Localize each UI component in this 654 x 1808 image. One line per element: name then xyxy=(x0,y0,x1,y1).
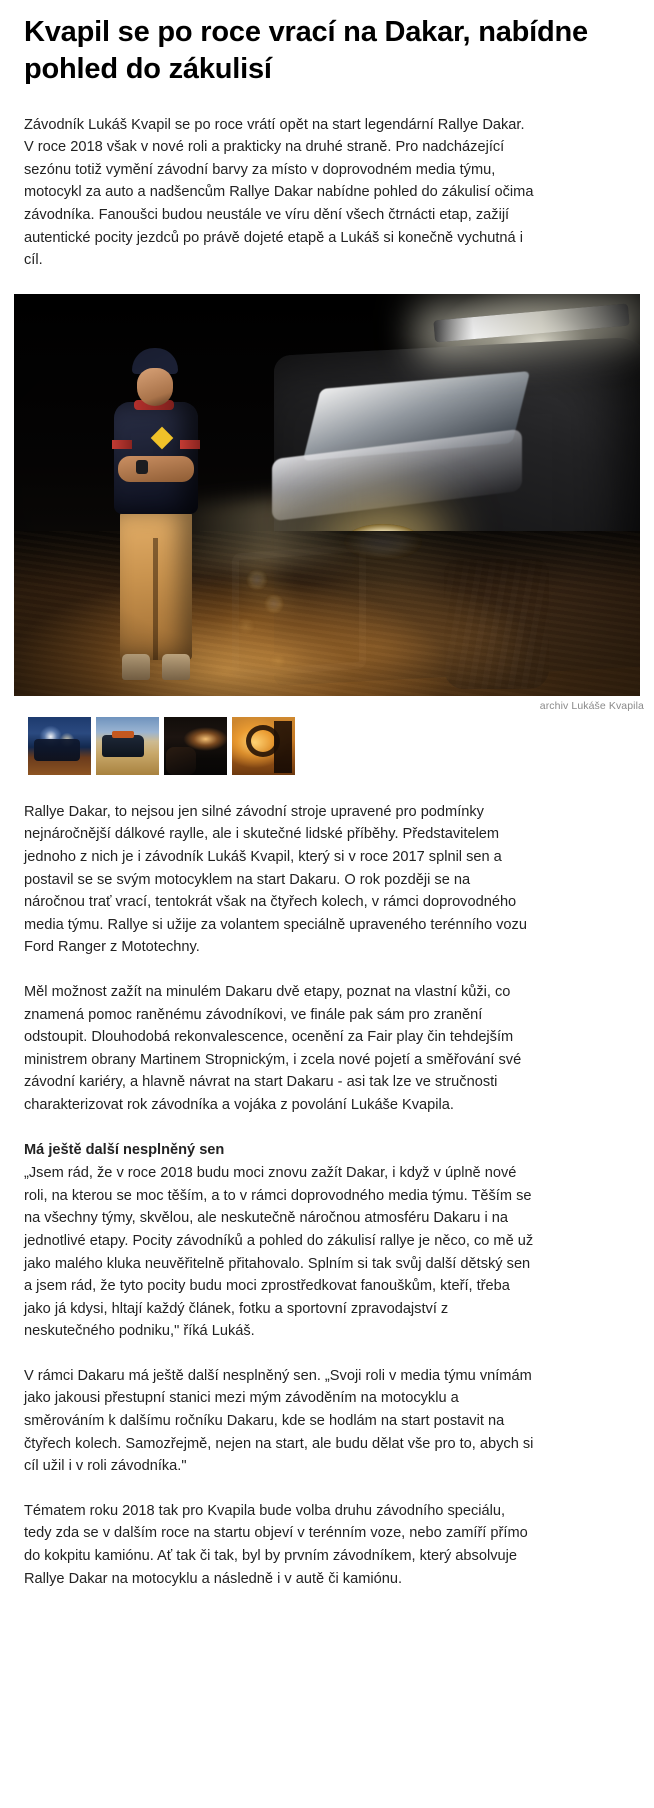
thumbnail-4-image xyxy=(232,717,295,775)
thumbnail-3[interactable] xyxy=(164,717,227,775)
thumbnail-1[interactable] xyxy=(28,717,91,775)
article-paragraph-5: Tématem roku 2018 tak pro Kvapila bude volba druhu závodního speciálu, tedy zda se v dalším roce na startu objeví v terénním voze, nebo zamíří přímo do kokpitu kamiónu. Ať tak či tak, byl by prvním závodníkem, který absolvuje Rallye Dakar na motocyklu a následně i v autě či kamiónu. xyxy=(24,1502,528,1587)
page-title: Kvapil se po roce vrací na Dakar, nabídne pohled do zákulisí xyxy=(24,16,588,85)
article-body xyxy=(0,801,654,1590)
article-intro: Závodník Lukáš Kvapil se po roce vrátí opět na start legendární Rallye Dakar. V roce 2018 však v nové roli a prakticky na druhé straně. Pro nadcházející sezónu totiž vymění závodní barvy za místo v doprovodném media týmu, motocykl za auto a nadšencům Rallye Dakar nabídne pohled do zákulisí očima závodníka. Fanoušci budou neustále ve víru dění všech čtrnácti etap, zažijí autentické pocity jezdců po právě dojeté etapě a Lukáš si konečně vychutná i cíl. xyxy=(24,116,534,269)
thumbnail-1-image xyxy=(28,717,91,775)
thumbnail-3-image xyxy=(164,717,227,775)
article-paragraph-3: „Jsem rád, že v roce 2018 budu moci znovu zažít Dakar, i když v úplně nové roli, na kterou se moc těším, a to v rámci doprovodného media týmu. Těším se na všechny týmy, skvělou, ale neskutečně náročnou atmosféru Dakaru i na jednotlivé etapy. Pocity závodníků a pohled do zákulisí rallye je něco, co mě už jako malého kluka neuvěřitelně přitahovalo. Splním si tak svůj další dětský sen a jsem rád, že tyto pocity budu moci zprostředkovat fanouškům, kteří, třeba jako já kdysi, hltají každý článek, fotku a sportovní zpravodajství z neskutečného podniku," říká Lukáš. xyxy=(24,1165,534,1340)
thumbnail-gallery xyxy=(0,712,654,775)
thumbnail-4[interactable] xyxy=(232,717,295,775)
hero-photo[interactable] xyxy=(14,294,640,696)
article-paragraph-1: Rallye Dakar, to nejsou jen silné závodní stroje upravené pro podmínky nejnáročnější dálkové raylle, ale i skutečné lidské příběhy. Představitelem jednoho z nich je i závodník Lukáš Kvapil, který si v roce 2017 splnil sen a postavil se se svým motocyklem na start Dakaru. O rok později se na náročnou trať vrací, tentokrát však na čtyřech kolech, v rámci doprovodného media týmu. Rallye si užije za volantem speciálně upraveného terénního vozu Ford Ranger z Mototechny. xyxy=(24,803,527,956)
hero-figure xyxy=(0,294,654,712)
thumbnail-2-image xyxy=(96,717,159,775)
article-paragraph-2: Měl možnost zažít na minulém Dakaru dvě etapy, poznat na vlastní kůži, co znamená pomoc raněnému závodníkovi, ve finále pak sám pro zranění odstoupit. Dlouhodobá rekonvalescence, ocenění za Fair play čin tehdejším ministrem obrany Martinem Stropnickým, i zcela nové pojetí a směřování své závodní kariéry, a hlavně návrat na start Dakaru - asi tak lze ve stručnosti charakterizovat rok závodníka a vojáka z povolání Lukáše Kvapila. xyxy=(24,983,522,1113)
photo-vignette xyxy=(14,294,640,696)
thumbnail-2[interactable] xyxy=(96,717,159,775)
photo-credit: archiv Lukáše Kvapila xyxy=(539,699,644,712)
article-subheading: Má ještě další nesplněný sen xyxy=(24,1141,225,1158)
article-paragraph-4: V rámci Dakaru má ještě další nesplněný sen. „Svoji roli v media týmu vnímám jako jakousi přestupní stanici mezi mým závoděním na motocyklu a směrováním k dalšímu ročníku Dakaru, kde se hodlám na start postavit na čtyřech kolech. Samozřejmě, nejen na start, ale budu dělat vše pro to, abych si cíl užil i v roli závodníka." xyxy=(24,1367,534,1475)
